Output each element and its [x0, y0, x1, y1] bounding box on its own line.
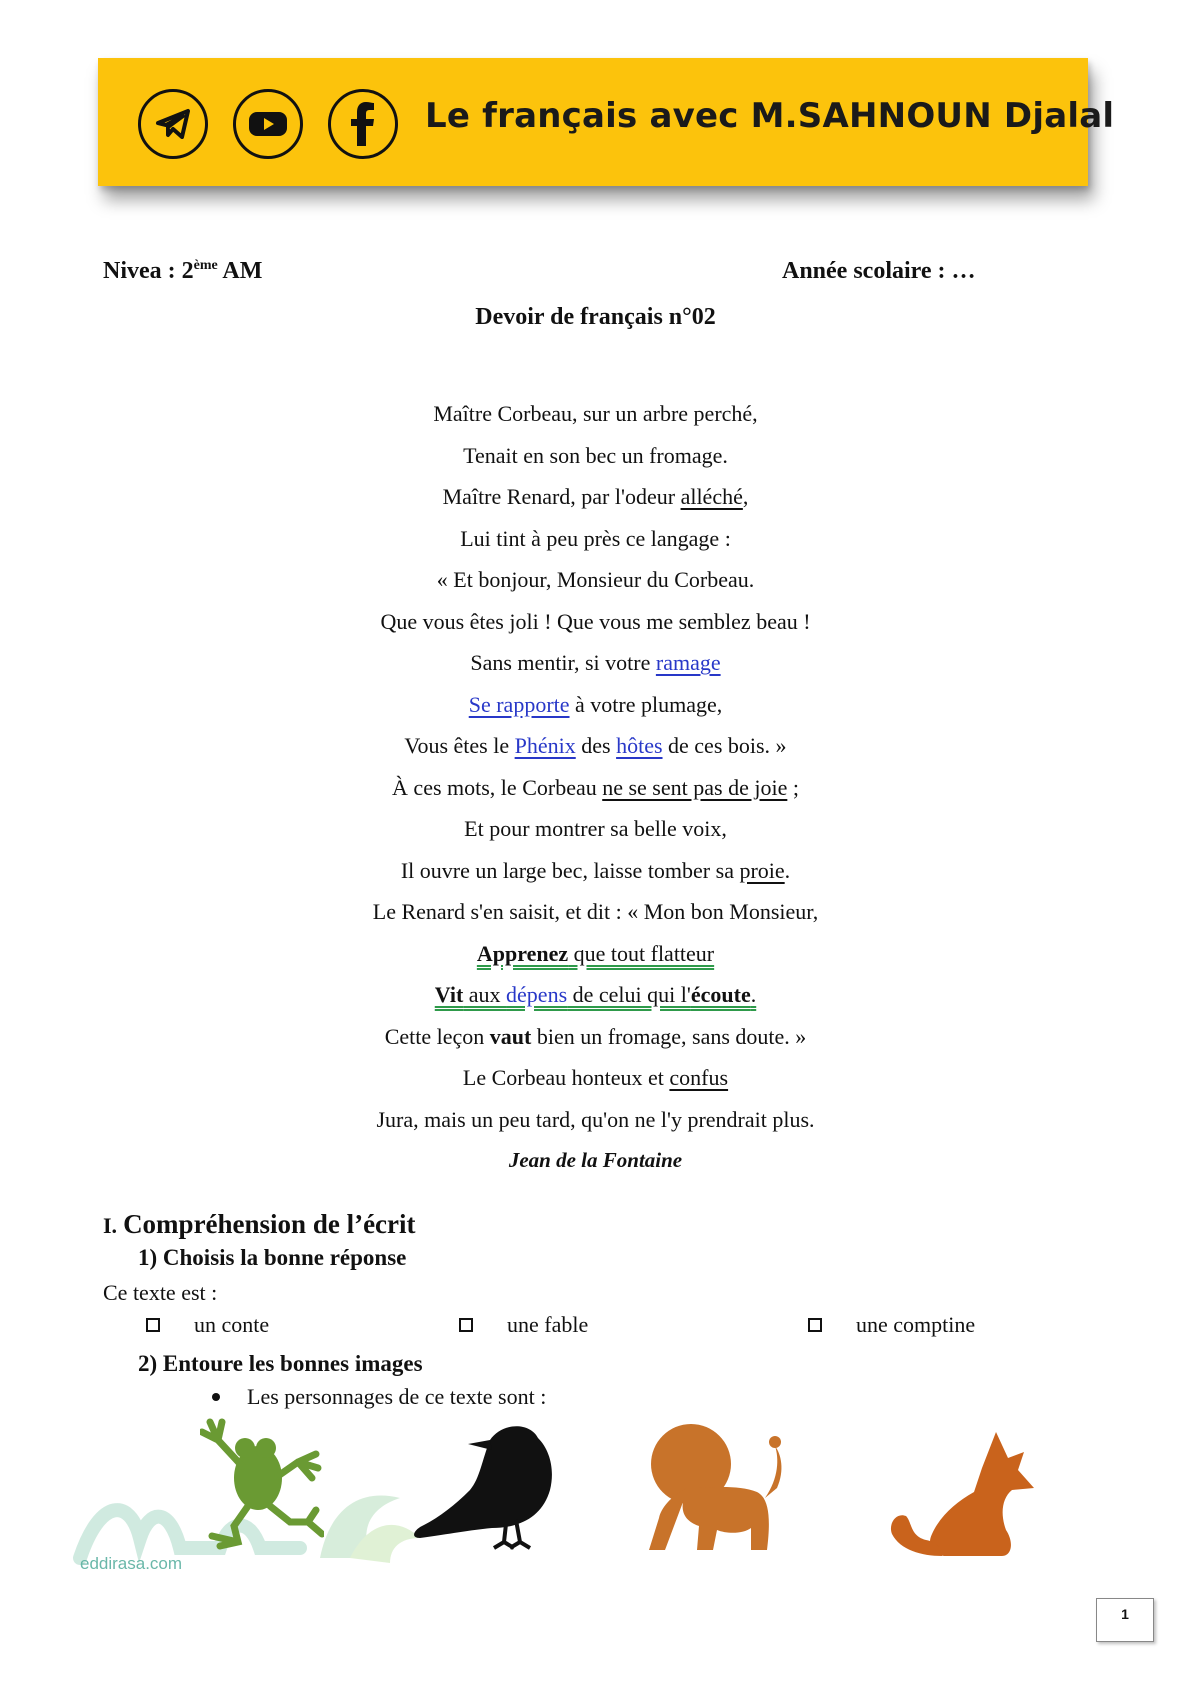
poem-line [0, 767, 1191, 809]
poem-line [0, 974, 1191, 1016]
poem-segment: que tout flatteur [568, 940, 715, 966]
watermark-site: eddirasa.com [80, 1554, 183, 1573]
poem-segment: Apprenez [476, 940, 569, 966]
poem-segment: alléché [680, 484, 743, 509]
option-conte[interactable]: un conte [146, 1312, 269, 1338]
poem-line [0, 725, 1191, 767]
poem-line [0, 808, 1191, 850]
poem-segment: Sans mentir, si votre [470, 650, 656, 675]
poem-line [0, 601, 1191, 643]
school-year-label: Année scolaire : … [782, 258, 976, 284]
poem-line [0, 476, 1191, 518]
telegram-icon[interactable] [138, 89, 208, 159]
poem-segment: , [742, 484, 749, 509]
question-2-bullet: Les personnages de ce texte sont : [247, 1384, 547, 1409]
poem-segment: Tenait en son bec un fromage. [463, 442, 728, 468]
poem-segment: Vous êtes le [404, 733, 515, 758]
poem-segment: proie [739, 857, 785, 883]
poem-line [0, 435, 1191, 477]
poem-segment[interactable]: dépens [506, 982, 568, 1007]
poem-segment: vaut [489, 1023, 532, 1049]
poem-segment: de celui qui l' [567, 982, 691, 1007]
checkbox[interactable] [459, 1318, 473, 1332]
poem-line [0, 1057, 1191, 1099]
poem-line [0, 933, 1191, 975]
question-1-prompt: Ce texte est : [103, 1280, 218, 1305]
question-2-label: 2) Entoure les bonnes images [138, 1351, 423, 1376]
poem-line [0, 642, 1191, 684]
poem-segment: écoute [690, 982, 751, 1007]
poem-segment: Le Renard s'en saisit, et dit : « Mon bon Monsieur, [372, 899, 819, 924]
poem-segment: Cette leçon [384, 1023, 490, 1049]
poem-line [0, 850, 1191, 892]
poem-segment: « Et bonjour, Monsieur du Corbeau. [436, 567, 755, 592]
frog-image[interactable] [200, 1418, 324, 1560]
poem-segment: . [784, 857, 791, 883]
poem-segment: Vit [434, 982, 464, 1007]
poem-segment[interactable]: Phénix [514, 733, 576, 758]
poem-segment[interactable]: hôtes [616, 733, 663, 758]
poem-segment: Maître Corbeau, sur un arbre perché, [433, 401, 758, 426]
crow-image[interactable] [410, 1420, 560, 1550]
fox-image[interactable] [886, 1430, 1036, 1560]
header-banner [98, 58, 1115, 186]
poem-segment: à votre plumage, [569, 691, 723, 717]
poem-segment: Jura, mais un peu tard, qu'on ne l'y prendrait plus. [376, 1106, 815, 1132]
poem-segment: des [575, 733, 617, 758]
poem-segment: Maître Renard, par l'odeur [442, 484, 681, 509]
poem-segment[interactable]: ramage [655, 650, 721, 675]
poem-segment: bien un fromage, sans doute. » [531, 1023, 807, 1049]
poem-segment: Que vous êtes joli ! Que vous me semblez beau ! [380, 608, 811, 634]
poem-line [0, 1099, 1191, 1141]
poem-segment: Le Corbeau honteux et [462, 1065, 670, 1090]
poem-text [0, 393, 1191, 1180]
poem-line [0, 891, 1191, 933]
poem-segment: confus [669, 1065, 729, 1090]
poem-segment: ; [787, 774, 799, 800]
poem-line [0, 393, 1191, 435]
checkbox[interactable] [808, 1318, 822, 1332]
checkbox[interactable] [146, 1318, 160, 1332]
lion-image[interactable] [647, 1418, 789, 1558]
youtube-icon[interactable] [233, 89, 303, 159]
poem-segment: À ces mots, le Corbeau [392, 774, 603, 800]
poem-segment: Et pour montrer sa belle voix, [464, 816, 727, 841]
poem-segment: . [750, 982, 757, 1007]
poem-author: Jean de la Fontaine [508, 1148, 683, 1172]
bullet-icon [212, 1393, 220, 1401]
poem-line [0, 559, 1191, 601]
poem-line [0, 518, 1191, 560]
poem-segment: Il ouvre un large bec, laisse tomber sa [400, 857, 740, 883]
document-title: Devoir de français n°02 [475, 304, 716, 330]
poem-segment: ne se sent pas de joie [602, 774, 788, 800]
banner-title: Le français avec M.SAHNOUN Djalal [425, 96, 1115, 136]
poem-segment: Lui tint à peu près ce langage : [460, 525, 731, 551]
poem-segment: de ces bois. » [662, 733, 787, 758]
poem-line [0, 1016, 1191, 1058]
level-label: Nivea : 2ème AM [103, 258, 263, 284]
option-comptine[interactable]: une comptine [808, 1312, 975, 1338]
section-title: I. Compréhension de l’écrit [103, 1209, 416, 1239]
page-number: 1 [1096, 1598, 1154, 1642]
poem-line [0, 684, 1191, 726]
poem-segment: aux [463, 982, 507, 1007]
option-fable[interactable]: une fable [459, 1312, 588, 1338]
question-1-label: 1) Choisis la bonne réponse [138, 1245, 407, 1270]
facebook-icon[interactable] [328, 89, 398, 159]
poem-segment[interactable]: Se rapporte [468, 691, 570, 717]
